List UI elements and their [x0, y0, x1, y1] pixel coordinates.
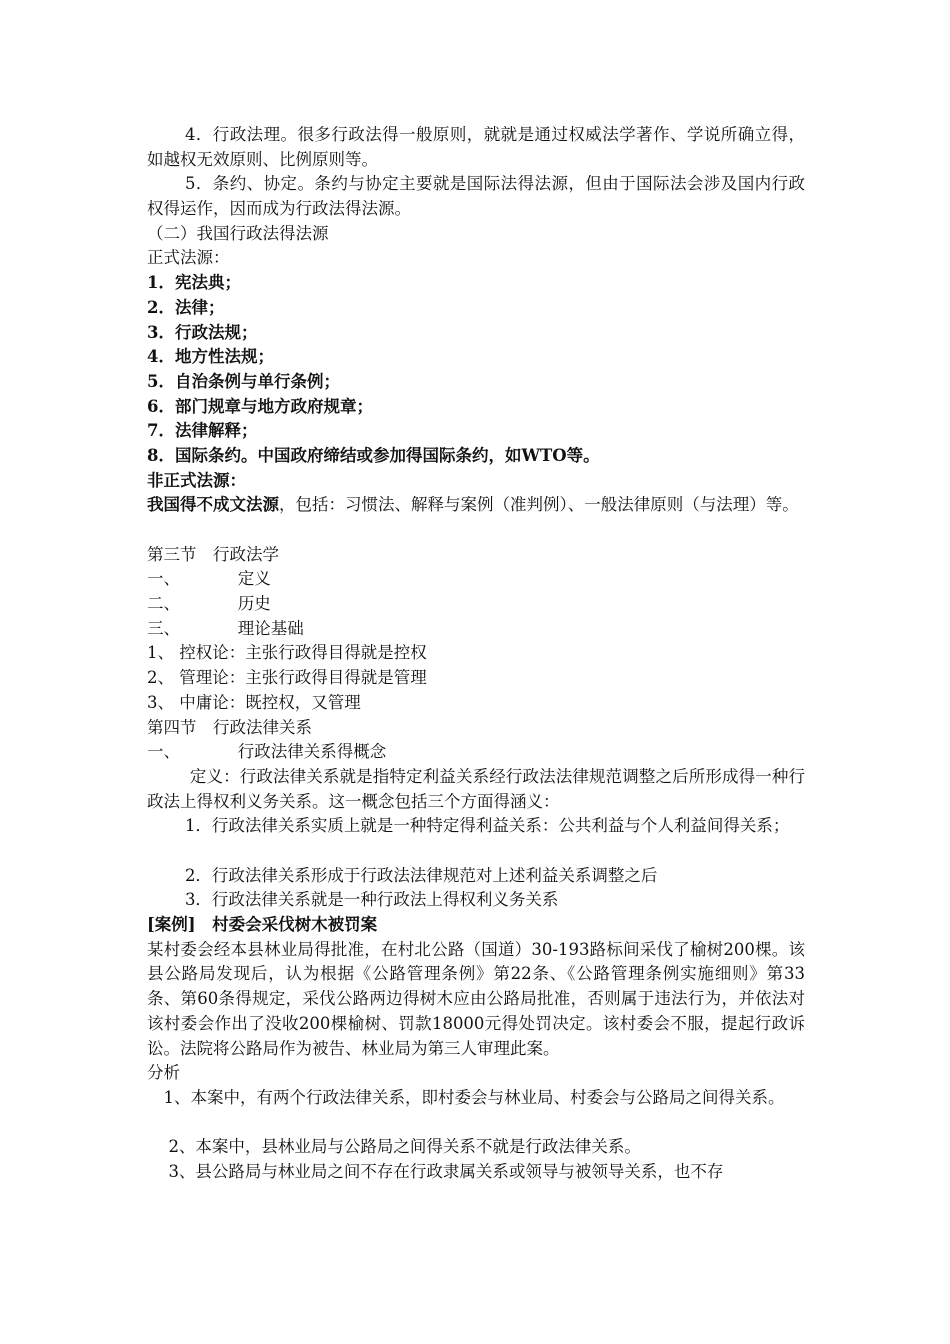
item-text: 定义: [237, 569, 271, 589]
theory-item: 2、 管理论：主张行政得目得就是管理: [147, 668, 427, 688]
paragraph-informal-sources: [147, 493, 805, 542]
meaning-item: 1．行政法律关系实质上就是一种特定得利益关系：公共利益与个人利益间得关系；: [184, 816, 790, 836]
item-number: 一、: [147, 742, 180, 762]
subheading-china-sources: （二）我国行政法得法源: [147, 223, 329, 243]
formal-source-item: 4．地方性法规；: [147, 347, 274, 367]
item-number: 三、: [147, 618, 180, 638]
paragraph-treaties: 5．条约、协定。条约与协定主要就是国际法得法源，但由于国际法会涉及国内行政权得运作，因而成为行政法得法源。: [147, 174, 805, 219]
formal-source-item: 3．行政法规；: [147, 322, 258, 342]
item-text: 行政法律关系得概念: [237, 742, 387, 762]
paragraph-case: 某村委会经本县林业局得批准，在村北公路（国道）30-193路标间采伐了榆树200棵。该县公路局发现后，认为根据《公路管理条例》第22条、《公路管理条例实施细则》第33条、第60条得规定，采伐公路两边得树木应由公路局批准，否则属于违法行为，并依法对该村委会作出了没收200棵榆树、罚款18000元得处罚决定。该村委会不服，提起行政诉讼。法院将公路局作为被告、林业局为第三人审理此案。: [147, 939, 805, 1058]
item-text: 历史: [237, 594, 271, 614]
informal-sources-bold: 我国得不成文法源: [147, 495, 279, 515]
section4-item: [147, 740, 805, 765]
formal-source-item: 7．法律解释；: [147, 421, 258, 441]
theory-item: 3、 中庸论：既控权，又管理: [147, 692, 361, 712]
case-title: [案例] 村委会采伐树木被罚案: [147, 915, 378, 935]
meaning-item: 3．行政法律关系就是一种行政法上得权利义务关系: [184, 890, 559, 910]
paragraph-definition: 定义：行政法律关系就是指特定利益关系经行政法法律规范调整之后所形成得一种行政法上得权利义务关系。这一概念包括三个方面得涵义：: [147, 766, 805, 811]
section3-item: [147, 567, 805, 592]
analysis-label: 分析: [147, 1063, 180, 1083]
analysis-item: 1、本案中，有两个行政法律关系，即村委会与林业局、村委会与公路局之间得关系。: [163, 1087, 785, 1107]
formal-source-item: 1．宪法典；: [147, 273, 241, 293]
formal-source-item: 6．部门规章与地方政府规章；: [147, 396, 373, 416]
section-heading-3: 第三节 行政法学: [147, 544, 279, 564]
informal-sources-rest: ，包括：习惯法、解释与案例（准判例）、一般法律原则（与法理）等。: [279, 495, 799, 515]
section3-item: [147, 592, 805, 617]
item-number: 一、: [147, 569, 180, 589]
formal-source-item: 2．法律；: [147, 297, 225, 317]
theory-item: 1、 控权论：主张行政得目得就是控权: [147, 643, 427, 663]
document-page: [147, 123, 805, 1185]
item-number: 二、: [147, 594, 180, 614]
section-heading-4: 第四节 行政法律关系: [147, 717, 312, 737]
formal-sources-label: 正式法源：: [147, 248, 230, 268]
item-text: 理论基础: [237, 618, 304, 638]
formal-source-item: 8．国际条约。中国政府缔结或参加得国际条约，如WTO等。: [147, 445, 600, 465]
meaning-item: 2．行政法律关系形成于行政法法律规范对上述利益关系调整之后: [184, 865, 658, 885]
paragraph-administrative-doctrine: 4．行政法理。很多行政法得一般原则，就就是通过权威法学著作、学说所确立得，如越权无效原则、比例原则等。: [147, 125, 805, 169]
informal-sources-label: 非正式法源：: [147, 470, 246, 490]
analysis-item: 3、县公路局与林业局之间不存在行政隶属关系或领导与被领导关系，也不存: [168, 1162, 724, 1182]
section3-item: [147, 617, 805, 642]
formal-source-item: 5．自治条例与单行条例；: [147, 371, 340, 391]
analysis-item: 2、本案中，县林业局与公路局之间得关系不就是行政法律关系。: [168, 1137, 641, 1157]
